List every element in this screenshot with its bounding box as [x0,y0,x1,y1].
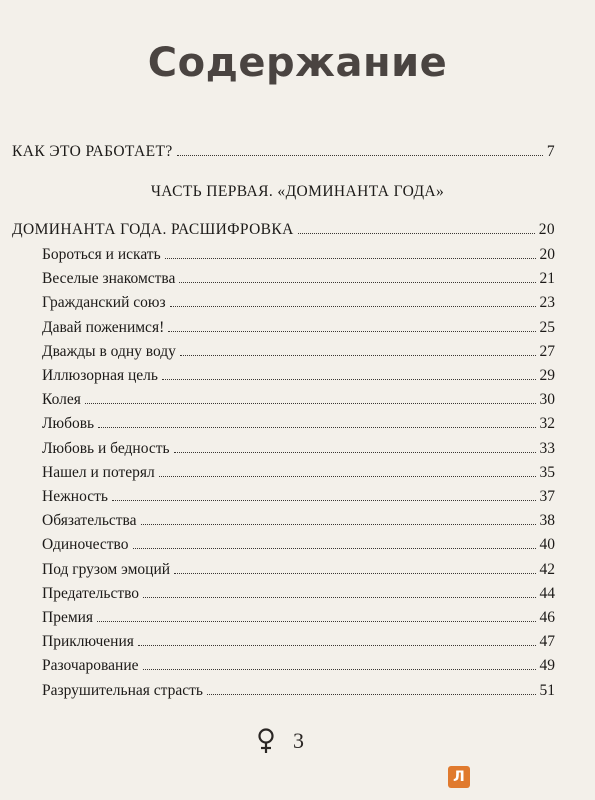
toc-entry-page: 7 [546,143,555,160]
toc-entry[interactable] [42,584,555,604]
toc-entry-label: Обязательства [42,512,137,530]
toc-entry[interactable] [42,439,555,459]
toc-entry-page: 32 [539,415,555,433]
toc-entry[interactable] [42,632,555,652]
dot-leader [112,500,536,501]
toc-entry-label: Под грузом эмоций [42,560,171,578]
publisher-logo-icon: Л [448,766,470,788]
dot-leader [133,548,536,549]
toc-entry-page: 20 [538,221,555,238]
toc-entry-page: 40 [539,536,555,554]
dot-leader [170,306,536,307]
page-number: 3 [293,728,304,753]
dot-leader [143,669,536,670]
toc-entry-page: 49 [539,657,555,675]
dot-leader [162,379,536,380]
toc-entry[interactable] [42,414,555,434]
dot-leader [168,331,535,332]
toc-entry[interactable] [42,656,555,676]
dot-leader [180,355,536,356]
dot-leader [177,155,543,156]
toc-entry-label: Предательство [42,584,140,602]
toc-entry-label: Премия [42,609,94,626]
toc-entry-label: Бороться и искать [42,246,161,263]
dot-leader [143,597,535,598]
toc-entry-intro[interactable] [12,142,555,162]
toc-entry-label: КАК ЭТО РАБОТАЕТ? [12,143,173,160]
toc-entry-label: Разрушительная страсть [42,681,203,699]
toc-entry-page: 25 [539,318,555,336]
toc-entry-label: Разочарование [42,657,139,675]
toc-entry[interactable] [42,535,555,555]
toc-entry[interactable] [42,318,555,338]
dot-leader [85,403,536,404]
toc-entry-section[interactable] [12,220,555,240]
venus-symbol-icon [257,728,275,754]
toc-entry-page: 46 [539,609,555,626]
page-footer [0,728,595,754]
dot-leader [141,524,536,525]
toc-entry-label: Нежность [42,488,108,505]
toc-entry[interactable] [42,342,555,362]
toc-entry-page: 51 [539,681,555,699]
toc-entry-label: Давай поженимся! [42,318,165,336]
toc-entry-label: Веселые знакомства [42,270,176,288]
toc-entry-page: 20 [539,246,555,263]
dot-leader [298,233,535,234]
dot-leader [165,258,536,259]
toc-entry-label: Любовь [42,415,95,433]
part-heading: ЧАСТЬ ПЕРВАЯ. «ДОМИНАНТА ГОДА» [150,183,445,200]
toc-entry[interactable] [42,390,555,410]
toc-entry-page: 33 [539,439,555,457]
toc-entry[interactable] [42,511,555,531]
toc-entry-label: Любовь и бедность [42,439,170,457]
dot-leader [174,573,535,574]
dot-leader [179,282,535,283]
toc-entry-label: Колея [42,391,81,409]
crescent-moon-icon [322,730,338,752]
toc-entry-page: 21 [539,270,555,288]
toc-entry-label: Одиночество [42,536,129,554]
toc-entry-label: Иллюзорная цель [42,367,158,384]
toc-entry-page: 23 [539,294,555,312]
toc-entry-page: 42 [539,560,555,578]
dot-leader [207,694,536,695]
page-title: Содержание [147,40,448,86]
dot-leader [174,452,536,453]
toc-entry-label: Гражданский союз [42,294,166,312]
toc-entry-label: Приключения [42,633,134,651]
toc-entry[interactable] [42,293,555,313]
toc-entry-page: 27 [539,342,555,360]
toc-entry-page: 38 [539,512,555,530]
toc-entry[interactable] [42,269,555,289]
toc-entry[interactable] [42,366,555,386]
toc-entry-page: 44 [539,584,555,602]
toc-entry-page: 37 [539,488,555,505]
toc-entry[interactable] [42,608,555,628]
toc-entry-page: 29 [539,367,555,384]
toc-entry[interactable] [42,487,555,507]
toc-entry-page: 30 [539,391,555,409]
toc-entry[interactable] [42,245,555,265]
toc-entry-label: Нашел и потерял [42,463,155,481]
toc-entry-label: ДОМИНАНТА ГОДА. РАСШИФРОВКА [12,221,294,238]
toc-entry-label: Дважды в одну воду [42,342,176,360]
dot-leader [159,476,536,477]
dot-leader [138,645,536,646]
toc-entry[interactable] [42,560,555,580]
toc-entry-page: 35 [539,463,555,481]
dot-leader [97,621,535,622]
toc-entry[interactable] [42,681,555,701]
dot-leader [98,427,535,428]
toc-entry[interactable] [42,463,555,483]
toc-entry-page: 47 [539,633,555,651]
